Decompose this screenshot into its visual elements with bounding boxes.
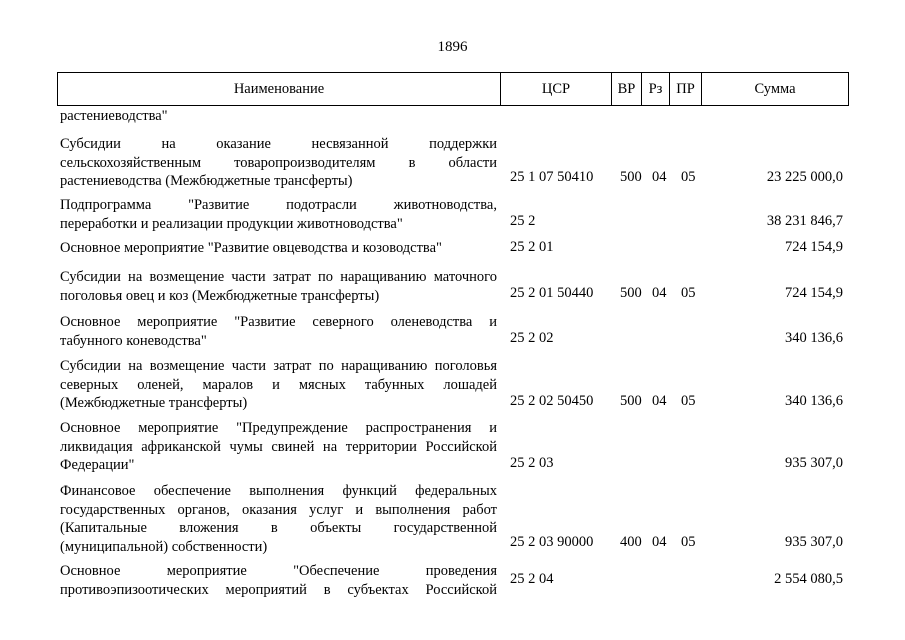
row-csr: 25 2 xyxy=(510,213,536,229)
row-sum: 340 136,6 xyxy=(785,393,843,409)
row-name-line: ликвидация африканской чумы свиней на территории Российской xyxy=(60,438,497,455)
row-name xyxy=(60,107,497,126)
row-csr: 25 2 02 xyxy=(510,330,554,346)
row-rz: 04 xyxy=(652,169,667,185)
row-name-line: Субсидии на возмещение части затрат по наращиванию маточного xyxy=(60,269,497,285)
row-name-line: северных оленей, маралов и мясных табунных лошадей xyxy=(60,376,497,393)
row-name xyxy=(60,135,497,191)
row-pr: 05 xyxy=(681,285,696,301)
row-name-line: (муниципальной) собственности) xyxy=(60,538,268,555)
header-csr: ЦСР xyxy=(501,73,612,106)
row-name-line: Основное мероприятие "Предупреждение распространения и xyxy=(60,420,497,436)
row-csr: 25 2 03 xyxy=(510,455,554,471)
row-name-line: Основное мероприятие "Развитие овцеводства и козоводства" xyxy=(60,240,442,256)
row-name-line: Субсидии на оказание несвязанной поддержки xyxy=(60,136,497,152)
row-sum: 724 154,9 xyxy=(785,239,843,255)
row-rz: 04 xyxy=(652,285,667,301)
header-vr: ВР xyxy=(612,73,642,106)
row-sum: 935 307,0 xyxy=(785,455,843,471)
row-pr: 05 xyxy=(681,169,696,185)
page-number: 1896 xyxy=(437,39,468,55)
row-name-line: государственных органов, оказания услуг и выполнения работ xyxy=(60,501,497,518)
row-name-line: Субсидии на возмещение части затрат по наращиванию поголовья xyxy=(60,358,497,374)
row-name-line: Основное мероприятие "Обеспечение проведения xyxy=(60,563,497,579)
row-name-line: Подпрограмма "Развитие подотрасли животноводства, xyxy=(60,197,497,213)
row-name-line: Основное мероприятие "Развитие северного оленеводства и xyxy=(60,314,497,330)
row-name-line: переработки и реализации продукции животноводства" xyxy=(60,215,403,232)
row-rz: 04 xyxy=(652,393,667,409)
row-pr: 05 xyxy=(681,534,696,550)
row-name xyxy=(60,562,497,599)
row-name-line: (Межбюджетные трансферты) xyxy=(60,395,248,411)
row-name-line: растениеводства" xyxy=(60,108,168,124)
header-rz: Рз xyxy=(642,73,670,106)
row-pr: 05 xyxy=(681,393,696,409)
row-sum: 2 554 080,5 xyxy=(774,571,843,587)
row-csr: 25 2 01 xyxy=(510,239,554,255)
row-name xyxy=(60,313,497,350)
row-sum: 38 231 846,7 xyxy=(766,213,843,229)
header-pr: ПР xyxy=(670,73,702,106)
row-sum: 340 136,6 xyxy=(785,330,843,346)
row-name xyxy=(60,196,497,233)
row-vr: 500 xyxy=(620,169,642,185)
row-name-line: табунного коневодства" xyxy=(60,332,207,349)
row-rz: 04 xyxy=(652,534,667,550)
row-name xyxy=(60,268,497,305)
row-sum: 23 225 000,0 xyxy=(766,169,843,185)
row-name xyxy=(60,482,497,556)
row-name-line: сельскохозяйственным товаропроизводителям в области xyxy=(60,154,497,171)
row-csr: 25 1 07 50410 xyxy=(510,169,594,185)
row-name-line: растениеводства (Межбюджетные трансферты) xyxy=(60,173,353,189)
row-vr: 500 xyxy=(620,393,642,409)
header-name: Наименование xyxy=(58,73,501,106)
header-sum: Сумма xyxy=(702,73,849,106)
row-name xyxy=(60,419,497,475)
row-vr: 500 xyxy=(620,285,642,301)
row-name-line: (Капитальные вложения в объекты государственной xyxy=(60,520,497,536)
row-name-line: поголовья овец и коз (Межбюджетные трансферты) xyxy=(60,287,380,304)
row-csr: 25 2 02 50450 xyxy=(510,393,594,409)
row-name-line: противоэпизоотических мероприятий в субъектах Российской xyxy=(60,581,497,598)
row-name-line: Финансовое обеспечение выполнения функций федеральных xyxy=(60,483,497,499)
row-name xyxy=(60,357,497,413)
row-name xyxy=(60,239,497,258)
row-vr: 400 xyxy=(620,534,642,550)
row-csr: 25 2 01 50440 xyxy=(510,285,594,301)
row-name-line: Федерации" xyxy=(60,457,135,473)
row-sum: 935 307,0 xyxy=(785,534,843,550)
row-csr: 25 2 03 90000 xyxy=(510,534,594,550)
row-sum: 724 154,9 xyxy=(785,285,843,301)
row-csr: 25 2 04 xyxy=(510,571,554,587)
